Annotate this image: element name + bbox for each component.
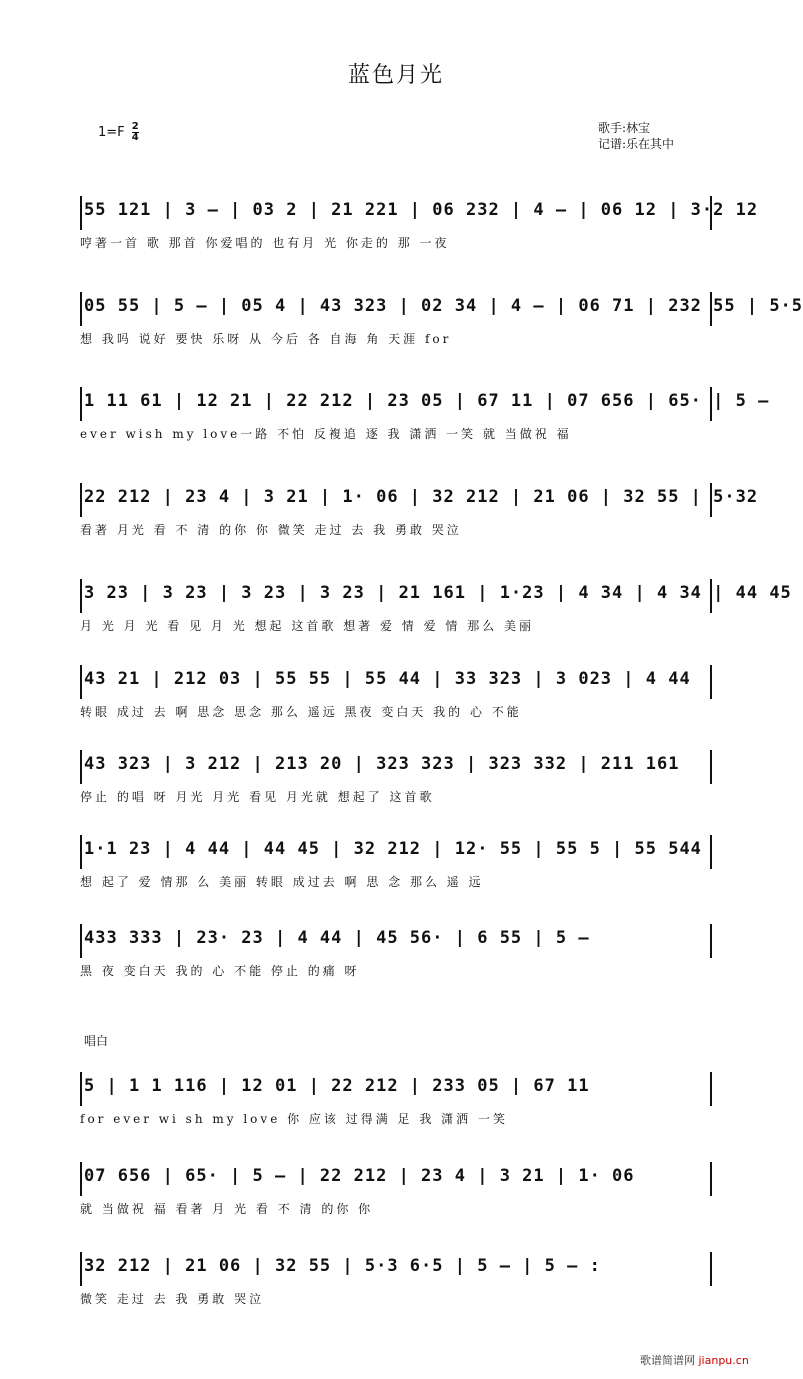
score-system-12 bbox=[80, 1242, 712, 1307]
notation-line: 32 212 | 21 06 | 32 55 | 5·3 6·5 | 5 – | 5 – : bbox=[84, 1256, 601, 1276]
site-url: jianpu.cn bbox=[698, 1354, 749, 1367]
lyrics-line: 哼著一首 歌 那首 你爱唱的 也有月 光 你走的 那 一夜 bbox=[80, 236, 450, 250]
score-system-11 bbox=[80, 1152, 712, 1217]
lyrics-line: 就 当做祝 福 看著 月 光 看 不 清 的你 你 bbox=[80, 1202, 374, 1216]
notation-line: 433 333 | 23· 23 | 4 44 | 45 56· | 6 55 | 5 – bbox=[84, 928, 590, 948]
notation-line: 5 | 1 1 116 | 12 01 | 22 212 | 233 05 | 67 11 bbox=[84, 1076, 590, 1096]
score-system-8 bbox=[80, 825, 712, 890]
score-system-9 bbox=[80, 914, 712, 979]
song-title: 蓝色月光 bbox=[347, 63, 444, 88]
notation-line: 43 21 | 212 03 | 55 55 | 55 44 | 33 323 | 3 023 | 4 44 bbox=[84, 669, 691, 689]
notation-line: 1·1 23 | 4 44 | 44 45 | 32 212 | 12· 55 | 55 5 | 55 544 bbox=[84, 839, 702, 859]
score-system-10 bbox=[80, 1062, 712, 1127]
notation-line: 05 55 | 5 – | 05 4 | 43 323 | 02 34 | 4 – | 06 71 | 232 55 | 5·5 bbox=[84, 296, 803, 316]
notation-line: 55 121 | 3 – | 03 2 | 21 221 | 06 232 | 4 – | 06 12 | 3·2 12 bbox=[84, 200, 759, 220]
notation-line: 22 212 | 23 4 | 3 21 | 1· 06 | 32 212 | 21 06 | 32 55 | 5·32 bbox=[84, 487, 759, 507]
notation-line: 43 323 | 3 212 | 213 20 | 323 323 | 323 332 | 211 161 bbox=[84, 754, 680, 774]
lyrics-line: 想 我吗 说好 要快 乐呀 从 今后 各 自海 角 天涯 for bbox=[80, 332, 452, 346]
lyrics-line: 黑 夜 变白天 我的 心 不能 停止 的痛 呀 bbox=[80, 964, 360, 978]
score-system-2 bbox=[80, 282, 803, 347]
score-system-7 bbox=[80, 740, 712, 805]
score-system-4 bbox=[80, 473, 759, 538]
notation-line: 3 23 | 3 23 | 3 23 | 3 23 | 21 161 | 1·23 | 4 34 | 4 34 | 44 45 bbox=[84, 583, 792, 603]
score-system-1 bbox=[80, 186, 759, 251]
notation-line: 1 11 61 | 12 21 | 22 212 | 23 05 | 67 11 | 07 656 | 65· | 5 – bbox=[84, 391, 770, 411]
site-name: 歌谱简谱网 bbox=[640, 1354, 695, 1367]
lyrics-line: 月 光 月 光 看 见 月 光 想起 这首歌 想著 爱 情 爱 情 那么 美丽 bbox=[80, 619, 535, 633]
score-system-3 bbox=[80, 377, 770, 442]
lyrics-line: 想 起了 爱 情那 么 美丽 转眼 成过去 啊 思 念 那么 遥 远 bbox=[80, 875, 484, 889]
lyrics-line: 看著 月光 看 不 清 的你 你 微笑 走过 去 我 勇敢 哭泣 bbox=[80, 523, 462, 537]
singer-credit: 歌手:林宝 bbox=[598, 121, 651, 135]
notation-line: 07 656 | 65· | 5 – | 22 212 | 23 4 | 3 21 | 1· 06 bbox=[84, 1166, 635, 1186]
lyrics-line: for ever wi sh my love 你 应该 过得满 足 我 潇洒 一笑 bbox=[80, 1112, 508, 1126]
score-system-5 bbox=[80, 569, 792, 634]
time-denominator: 4 bbox=[131, 132, 139, 143]
transcriber-credit: 记谱:乐在其中 bbox=[598, 137, 675, 151]
credits bbox=[598, 120, 674, 152]
lyrics-line: 停止 的唱 呀 月光 月光 看见 月光就 想起了 这首歌 bbox=[80, 790, 435, 804]
time-numerator: 2 bbox=[131, 121, 139, 132]
spoken-label: 唱白 bbox=[84, 1034, 109, 1048]
key-label: 1=F bbox=[98, 125, 125, 140]
time-signature bbox=[132, 122, 139, 143]
score-system-6 bbox=[80, 655, 712, 720]
site-watermark bbox=[640, 1352, 749, 1368]
key-signature bbox=[98, 122, 139, 143]
lyrics-line: ever wish my love一路 不怕 反複追 逐 我 潇洒 一笑 就 当做祝 福 bbox=[80, 427, 572, 441]
lyrics-line: 转眼 成过 去 啊 思念 思念 那么 遥远 黑夜 变白天 我的 心 不能 bbox=[80, 705, 522, 719]
lyrics-line: 微笑 走过 去 我 勇敢 哭泣 bbox=[80, 1292, 265, 1306]
